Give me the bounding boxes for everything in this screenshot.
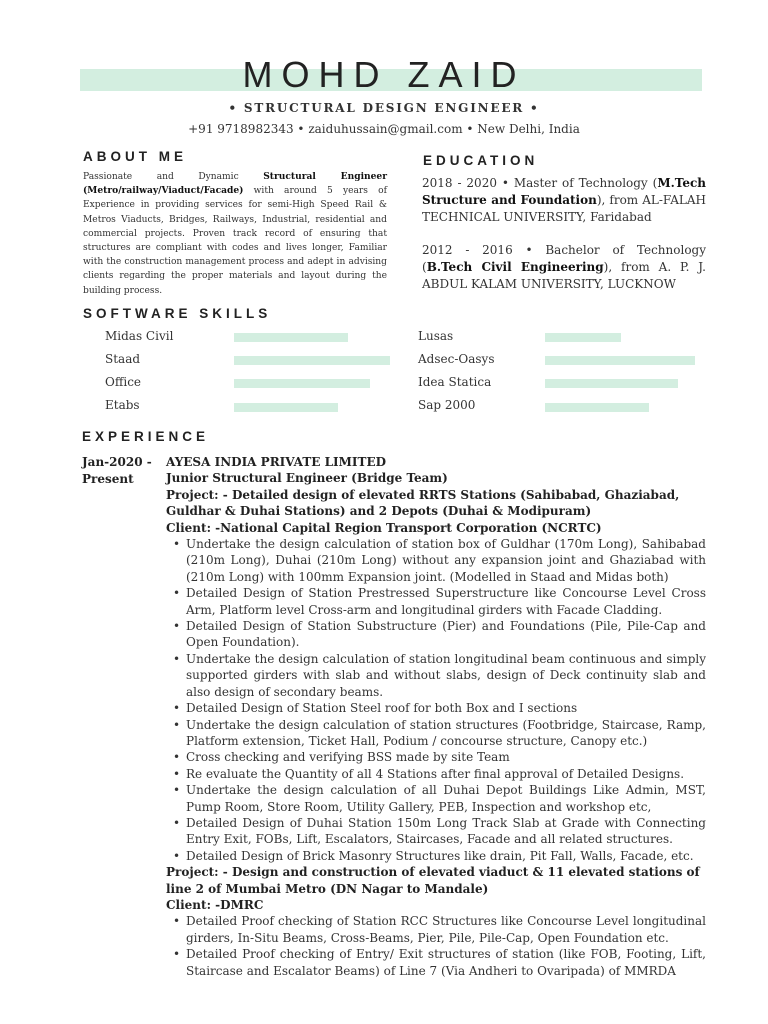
experience-date-start: Jan-2020 - xyxy=(82,455,152,469)
skill-bar-lusas xyxy=(545,333,621,342)
education-entry-mtech-degree: M.Tech Structure and Foundation xyxy=(422,176,706,207)
list-item: • Re evaluate the Quantity of all 4 Stations after final approval of Detailed Designs. xyxy=(186,766,706,782)
skill-bar-idea-statica xyxy=(545,379,678,388)
list-item: • Detailed Design of Duhai Station 150m Long Track Slab at Grade with Connecting Entry Exit, FOBs, Lift, Escalators, Staircases, Facade and all related structures. xyxy=(186,815,706,848)
experience-heading: EXPERIENCE xyxy=(82,429,210,444)
skill-label-lusas: Lusas xyxy=(418,329,454,343)
education-entry-btech-years: 2012 - 2016 • Bachelor of Technology ( xyxy=(422,243,706,274)
experience-date-range xyxy=(82,454,152,487)
skill-bar-office xyxy=(234,379,370,388)
client-name: Client: -National Capital Region Transport Corporation (NCRTC) xyxy=(166,520,602,535)
responsibility-list xyxy=(166,536,706,864)
experience-date-end: Present xyxy=(82,471,134,486)
education-heading: EDUCATION xyxy=(423,153,539,168)
project-title: Project: - Design and construction of elevated viaduct & 11 elevated stations of line 2 of Mumbai Metro (DN Nagar to Mandale) xyxy=(166,865,700,896)
skill-bar-midas-civil xyxy=(234,333,348,342)
about-text xyxy=(83,170,387,298)
skill-label-idea-statica: Idea Statica xyxy=(418,375,492,389)
about-text-intro: Passionate and Dynamic xyxy=(83,172,264,182)
education-entry-mtech xyxy=(422,175,706,226)
experience-entry xyxy=(166,454,706,979)
education-entry-btech-institution: ), from A. P. J. ABDUL KALAM UNIVERSITY, LUCKNOW xyxy=(422,260,706,291)
client-name: Client: -DMRC xyxy=(166,897,264,912)
candidate-name: MOHD ZAID xyxy=(242,54,526,95)
list-item: • Detailed Proof checking of Station RCC Structures like Concourse Level longitudinal girders, In-Situ Beams, Cross-Beams, Pier, Pile, Pile-Cap, Open Foundation etc. xyxy=(186,913,706,946)
list-item: • Undertake the design calculation of station box of Guldhar (170m Long), Sahibabad (210m Long), Duhai (210m Long) without any expansion joint and Ghaziabad with (210m Long) with 100mm Expansion joint. (Modelled in Staad and Midas both) xyxy=(186,536,706,585)
skill-label-midas-civil: Midas Civil xyxy=(105,329,174,343)
list-item: • Undertake the design calculation of station longitudinal beam continuous and simply supported girders with slab and without slabs, design of Deck continuity slab and also design of secondary beams. xyxy=(186,651,706,700)
list-item: • Detailed Design of Station Steel roof for both Box and I sections xyxy=(186,700,706,716)
skills-heading: SOFTWARE SKILLS xyxy=(83,306,272,321)
about-heading: ABOUT ME xyxy=(83,149,187,164)
education-entry-btech xyxy=(422,242,706,293)
skill-label-etabs: Etabs xyxy=(105,398,140,412)
education-entry-mtech-years: 2018 - 2020 • Master of Technology ( xyxy=(422,176,658,190)
project-title: Project: - Detailed design of elevated RRTS Stations (Sahibabad, Ghaziabad, Guldhar & Duhai Stations) and 2 Depots (Duhai & Modipuram) xyxy=(166,487,680,519)
list-item: • Cross checking and verifying BSS made by site Team xyxy=(186,749,706,765)
skill-label-adsec-oasys: Adsec-Oasys xyxy=(418,352,495,366)
responsibility-list xyxy=(166,913,706,979)
skill-bar-adsec-oasys xyxy=(545,356,695,365)
contact-line: +91 9718982343 • zaiduhussain@gmail.com • New Delhi, India xyxy=(188,122,580,136)
position-title: Junior Structural Engineer (Bridge Team) xyxy=(166,471,448,486)
list-item: • Detailed Design of Station Prestressed Superstructure like Concourse Level Cross Arm, Platform level Cross-arm and longitudinal girders with Facade Cladding. xyxy=(186,585,706,618)
education-entry-btech-degree: B.Tech Civil Engineering xyxy=(426,260,604,274)
skill-bar-etabs xyxy=(234,403,338,412)
list-item: • Detailed Design of Station Substructure (Pier) and Foundations (Pile, Pile-Cap and Open Foundation). xyxy=(186,618,706,651)
skill-label-office: Office xyxy=(105,375,142,389)
about-text-specialty: Structural Engineer (Metro/railway/Viaduct/Facade) xyxy=(83,171,387,197)
about-text-body: with around 5 years of Experience in providing services for semi-High Speed Rail & Metros Viaducts, Bridges, Railways, Industrial, residential and commercial projects. Proven track record of ensuring that structures are compliant with codes and lives longer, Familiar with the construction management process and adept in advising clients regarding the proper materials and layout during the building process. xyxy=(83,186,387,296)
skill-bar-staad xyxy=(234,356,390,365)
list-item: • Detailed Proof checking of Entry/ Exit structures of station (like FOB, Footing, Lift, Staircase and Escalator Beams) of Line 7 (Via Andheri to Ovaripada) of MMRDA xyxy=(186,946,706,979)
list-item: • Detailed Design of Brick Masonry Structures like drain, Pit Fall, Walls, Facade, etc. xyxy=(186,848,706,864)
skill-label-sap-2000: Sap 2000 xyxy=(418,398,476,412)
company-name: AYESA INDIA PRIVATE LIMITED xyxy=(166,455,386,469)
list-item: • Undertake the design calculation of all Duhai Depot Buildings Like Admin, MST, Pump Room, Store Room, Utility Gallery, PEB, Inspection and workshop etc, xyxy=(186,782,706,815)
education-entry-mtech-institution: ), from AL-FALAH TECHNICAL UNIVERSITY, Faridabad xyxy=(422,193,706,224)
skill-bar-sap-2000 xyxy=(545,403,649,412)
list-item: • Undertake the design calculation of station structures (Footbridge, Staircase, Ramp, Platform extension, Ticket Hall, Podium / concourse structure, Canopy etc.) xyxy=(186,717,706,750)
job-title: • STRUCTURAL DESIGN ENGINEER • xyxy=(228,101,540,115)
skill-label-staad: Staad xyxy=(105,352,141,366)
